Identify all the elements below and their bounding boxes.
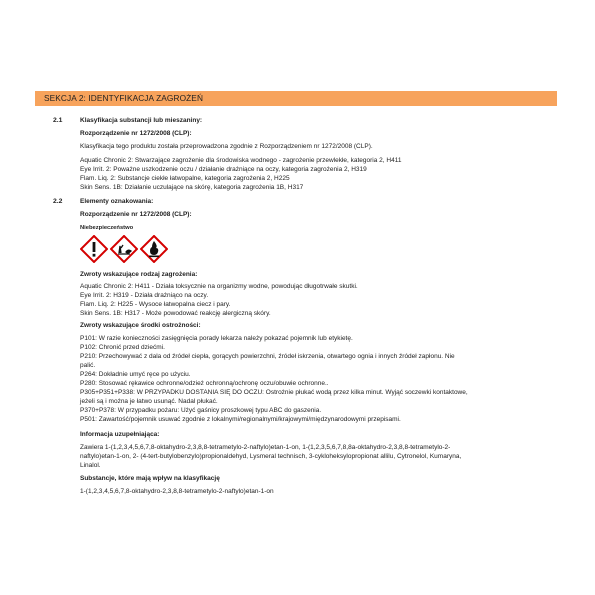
hazard-statement: Skin Sens. 1B: H317 - Może powodować reakcję alergiczną skóry. xyxy=(80,310,271,317)
ghs-pictograms xyxy=(80,235,170,263)
hazard-statements-title: Zwroty wskazujące rodzaj zagrożenia: xyxy=(80,271,198,278)
hazard-statement: Eye Irrit. 2: H319 - Działa drażniąco na oczy. xyxy=(80,292,209,299)
precautionary-statement: P210: Przechowywać z dala od źródeł ciepła, gorących powierzchni, źródeł iskrzenia, otwartego ognia i innych źródeł zapłonu. Nie xyxy=(80,353,455,360)
section-2-2-title: Elementy oznakowania: xyxy=(80,198,154,205)
section-2-2-regulation: Rozporządzenie nr 1272/2008 (CLP): xyxy=(80,211,192,218)
section-2-1-title: Klasyfikacja substancji lub mieszaniny: xyxy=(80,117,203,124)
precautionary-statement: P305+P351+P338: W PRZYPADKU DOSTANIA SIĘ DO OCZU: Ostrożnie płukać wodą przez kilka minut. Wyjąć soczewki kontaktowe, xyxy=(80,389,468,396)
precautionary-statement: P280: Stosować rękawice ochronne/odzież ochronną/ochronę oczu/obuwie ochronne.. xyxy=(80,380,329,387)
supplementary-info-line: naftylo)etan-1-on, 2- (4-tert-butylobenzylo)propionaldehyd, Lysmeral technisch, 3-cykloheksylopropionat allilu, Cytronelol, Kumaryna, xyxy=(80,453,462,460)
classification-line: Flam. Liq. 2: Substancje ciekłe łatwopalne, kategoria zagrożenia 2, H225 xyxy=(80,175,290,182)
section-2-1-intro: Klasyfikacja tego produktu została przeprowadzona zgodnie z Rozporządzeniem nr 1272/2008 (CLP). xyxy=(80,143,373,150)
supplementary-info-line: Linalol. xyxy=(80,462,101,469)
precautionary-statement: P264: Dokładnie umyć ręce po użyciu. xyxy=(80,371,191,378)
environment-icon xyxy=(110,235,138,263)
precautionary-statement: palić. xyxy=(80,362,96,369)
precautionary-statement: P501: Zawartość/pojemnik usuwać zgodnie z lokalnymi/regionalnymi/krajowymi/międzynarodowymi przepisami. xyxy=(80,416,401,423)
section-2-1-number: 2.1 xyxy=(53,117,63,124)
classification-line: Aquatic Chronic 2: Stwarzające zagrożenie dla środowiska wodnego - zagrożenie przewlekłe, kategoria 2, H411 xyxy=(80,157,402,164)
classification-substance: 1-(1,2,3,4,5,6,7,8-oktahydro-2,3,8,8-tetrametylo-2-naftylo)etan-1-on xyxy=(80,488,274,495)
hazard-statement: Aquatic Chronic 2: H411 - Działa toksycznie na organizmy wodne, powodując długotrwałe skutki. xyxy=(80,283,358,290)
classification-line: Skin Sens. 1B: Działanie uczulające na skórę, kategoria zagrożenia 1B, H317 xyxy=(80,184,304,191)
precautionary-statements-title: Zwroty wskazujące środki ostrożności: xyxy=(80,322,201,329)
section-2-1-regulation: Rozporządzenie nr 1272/2008 (CLP): xyxy=(80,130,192,137)
supplementary-info-title: Informacja uzupełniająca: xyxy=(80,431,160,438)
section-title: SEKCJA 2: IDENTYFIKACJA ZAGROŻEŃ xyxy=(44,93,204,103)
precautionary-statement: jeżeli są i można je łatwo usunąć. Nadal płukać. xyxy=(80,398,218,405)
flame-icon xyxy=(140,235,168,263)
precautionary-statement: P101: W razie konieczności zasięgnięcia porady lekarza należy pokazać pojemnik lub etykietę. xyxy=(80,335,353,342)
classification-substances-title: Substancje, które mają wpływ na klasyfikację xyxy=(80,475,220,482)
section-header xyxy=(35,91,557,106)
section-2-2-number: 2.2 xyxy=(53,198,63,205)
signal-word: Niebezpieczeństwo xyxy=(80,225,134,231)
hazard-statement: Flam. Liq. 2: H225 - Wysoce łatwopalna ciecz i pary. xyxy=(80,301,231,308)
classification-line: Eye Irrit. 2: Poważne uszkodzenie oczu / działanie drażniące na oczy, kategoria zagrożenia 2, H319 xyxy=(80,166,367,173)
supplementary-info-line: Zawiera 1-(1,2,3,4,5,6,7,8-oktahydro-2,3,8,8-tetrametylo-2-naftylo)etan-1-on, 1-(1,2,3,5,6,7,8,8a-oktahydro-2,3,8,8-tetrametylo-2- xyxy=(80,444,451,451)
precautionary-statement: P102: Chronić przed dziećmi. xyxy=(80,344,165,351)
precautionary-statement: P370+P378: W przypadku pożaru: Użyć gaśnicy proszkowej typu ABC do gaszenia. xyxy=(80,407,322,414)
exclamation-icon xyxy=(80,235,108,263)
